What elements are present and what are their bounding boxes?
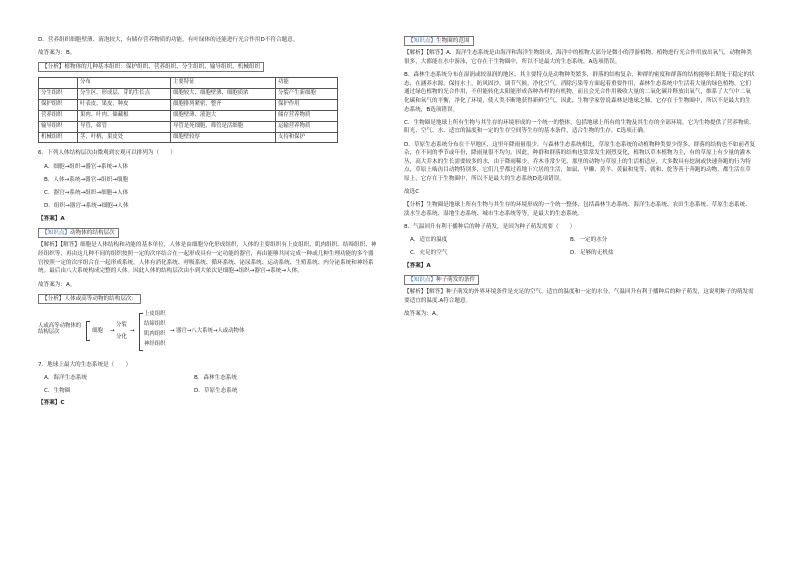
right-column bbox=[404, 36, 756, 323]
diagram-head: 人或高等动物体的结构层次 bbox=[38, 322, 82, 336]
arrow-icon: → bbox=[110, 327, 115, 334]
diagram-tissue-2: 结缔组织 bbox=[144, 320, 166, 327]
table-row bbox=[39, 132, 338, 143]
q5-answer-summary: 故答案为：B。 bbox=[38, 50, 76, 57]
table-row bbox=[39, 110, 338, 121]
table-header-row bbox=[39, 78, 338, 89]
q8-option-d: D．足够的无机盐 bbox=[570, 250, 614, 257]
q8-stem: 8．气温回升有利于播种后的种子萌发，是因为种子萌发需要（ ） bbox=[404, 224, 576, 231]
table-row bbox=[39, 89, 338, 100]
q8-option-c: C．充足的空气 bbox=[410, 250, 448, 257]
q7-explanation-d: D．草原生态系统分布在干旱地区，这里年降雨量很少，与森林生态系统相比，草原生态系统的动植物种类要少得多，群落的结构也不如前者复杂，在不同的季节或年份，降雨量很不均匀，因此，种群和群落的结构也常常发生剧烈变化，植物以草本植物为主，有的草原上有少量的灌木丛，高大乔木的生长需要较多的水，由于降雨稀少，乔木非常少见，那里的动物与草原上的生活相适应，大多数具有挖洞或快速奔跑的行为特点，草原上啮齿目动物特别多，它们几乎都过着地下穴居的生活，如鼠、旱獭、黄羊、黄鼠和兔等，就和、鸵等善于奔跑的动物，都生活在草原上，它存在于生物圈中，所以不是最大的生态系统D选项错误。 bbox=[404, 141, 756, 183]
table-header-cell bbox=[39, 78, 78, 89]
q7-answer-summary: 故选C bbox=[404, 189, 420, 196]
q6-option-c: C．器官→系统→组织→细胞→人体 bbox=[44, 189, 129, 196]
table-cell: 导管是死细胞，筛管是活细胞 bbox=[171, 121, 276, 132]
table-cell: 细胞排列紧密，整齐 bbox=[171, 100, 276, 111]
tissue-brace bbox=[139, 313, 143, 351]
q8-answer-summary: 故答案为：A。 bbox=[404, 310, 442, 317]
q6-answer: 【答案】A bbox=[38, 216, 65, 223]
table-header-cell: 分布 bbox=[78, 78, 171, 89]
analysis-label: 【分析】植物体的几种基本组织：保护组织、营养组织、分生组织、输导组织、机械组织 bbox=[38, 62, 264, 72]
table-cell: 营养组织 bbox=[39, 110, 78, 121]
arrow-icon: → bbox=[130, 327, 135, 334]
diagram-tissue-3: 肌肉组织 bbox=[144, 330, 166, 337]
q7-analysis: 【分析】生物圈是地球上所有生物与其生存的环境形成的一个统一整体，包括森林生态系统、海洋生态系统、农田生态系统、草原生态系统、淡水生态系统、湿地生态系统、城市生态系统等等，是最大的生态系统。 bbox=[404, 202, 751, 218]
table-cell: 叶表皮，果皮，种皮 bbox=[78, 100, 171, 111]
q6-options bbox=[38, 163, 378, 211]
q7-answer: 【答案】C bbox=[38, 400, 65, 407]
q5-option-d-explain: D．营养组织细胞壁薄、液泡较大，有储存营养物质的功能，有叶绿体的还能进行光合作用D不符合题意。 bbox=[38, 37, 299, 43]
q6-option-d: D．组织→器官→系统→细胞→人体 bbox=[44, 203, 129, 210]
q8-answer: 【答案】A bbox=[404, 262, 431, 269]
diagram-cell: 细胞 bbox=[92, 327, 103, 334]
table-cell: 输导组织 bbox=[39, 121, 78, 132]
q6-analysis-label: 【分析】人体或高等动物的结构层次： bbox=[38, 294, 141, 304]
table-cell: 保护作用 bbox=[276, 100, 338, 111]
q8-knowledge-point: 【知识点】种子萌发的条件 bbox=[404, 275, 479, 285]
table-cell: 细胞较大、细胞壁薄、细胞质浓 bbox=[171, 89, 276, 100]
table-cell: 分生区、形成层、芽的生长点 bbox=[78, 89, 171, 100]
table-cell: 储存营养物质 bbox=[276, 110, 338, 121]
table-cell: 分裂产生新细胞 bbox=[276, 89, 338, 100]
q7-stem: 7．地球上最大的生态系统是（ ） bbox=[38, 361, 132, 368]
diagram-differentiation: 分化 bbox=[116, 333, 127, 340]
table-cell: 分生组织 bbox=[39, 89, 78, 100]
table-header-cell: 主要特征 bbox=[171, 78, 276, 89]
q7-knowledge-point: 【知识点】生物圈的范围 bbox=[404, 36, 474, 46]
plant-tissue-table bbox=[38, 77, 338, 143]
table-header-cell: 功能 bbox=[276, 78, 338, 89]
q6-option-b: B．人体→系统→器官→组织→细胞 bbox=[44, 176, 129, 183]
body-structure-diagram bbox=[38, 311, 338, 353]
q7-explanation-b: B．森林生态系统分布在湿润或较湿润的地区，其主要特点是动物种类繁多，群落的结构复杂，种群的密度和群落的结构能够长期处于稳定的状态，在涵养水源，保持水土，防风固沙，调节气候，净化空气，消除污染等方面起着重要作用，森林生态系统中生活着大量的绿色植物，它们通过绿色植物的光合作用，不但能转化太阳能形成各种各样的有机物，而且会光合作用吸收大量的二氧化碳并释放出氧气，维系了大气中二氧化碳和氧气的平衡，净化了环境，使人类不断地获得新鲜空气，因此，生物学家曾说森林是地球之肺，它存在于生物圈中，所以不是最大的生态系统，B选项错误。 bbox=[404, 71, 755, 113]
q7-option-b: B．森林生态系统 bbox=[194, 374, 237, 381]
q6-explanation: 【解析】【解答】细胞是人体结构和功能的基本单位，人体是由细胞分化形成组织，人体的主要组织有上皮组织、肌肉组织、结缔组织、神经组织等，再由这几种不同的组织按照一定的次序结合在一起形成具有一定功能的器官，再由能够共同完成一种或几种生理功能的多个器官按照一定的次序组合在一起形成系统，人体有消化系统、呼吸系统、循环系统、泌尿系统、运动系统、生殖系统、内分泌系统和神经系统。最后由八大系统构成完整的人体。因此人体的结构层次由小到大依次是细胞→组织→器官→系统→人体。 bbox=[38, 242, 377, 275]
table-cell: 机械组织 bbox=[39, 132, 78, 143]
arrow-icon: → bbox=[170, 327, 175, 334]
diagram-tissue-1: 上皮组织 bbox=[144, 310, 166, 317]
table-cell: 细胞壁薄、液泡大 bbox=[171, 110, 276, 121]
q7-option-a: A．海洋生态系统 bbox=[44, 374, 87, 381]
table-row bbox=[39, 121, 338, 132]
diagram-division: 分裂 bbox=[116, 321, 127, 328]
table-cell: 细胞壁较厚 bbox=[171, 132, 276, 143]
q7-option-d: D．草原生态系统 bbox=[194, 387, 238, 394]
q6-knowledge-point: 【知识点】动物体的结构层次 bbox=[38, 228, 119, 238]
table-cell: 果肉、叶肉、储藏根 bbox=[78, 110, 171, 121]
table-row bbox=[39, 100, 338, 111]
q7-explanation-a: 【解析】【解答】A．海洋生态系统是由海洋和海洋生物组成，海洋中的植物大部分是微小的浮游植物，植物进行光合作用放出氧气，动物种类很多，大都能在水中游泳，它存在于生物圈中，所以不是最大的生态系统，A选项错误。 bbox=[404, 50, 752, 65]
table-cell: 保护组织 bbox=[39, 100, 78, 111]
table-cell: 支持和保护 bbox=[276, 132, 338, 143]
q7-explanation-c: C．生物圈是地球上所有生物与其生存的环境形成的一个统一的整体，包括地球上所有的生物及其生存的全部环境，它为生物提供了营养物质、阳光、空气、水、适宜的温度和一定的生存空间等生存的基本条件，适合生物的生存，C选项正确。 bbox=[404, 119, 755, 135]
table-cell: 运输营养物质 bbox=[276, 121, 338, 132]
diagram-tail: 器官→八大系统→人或动物体 bbox=[176, 327, 245, 334]
q6-option-a: A．细胞→组织→器官→系统→人体 bbox=[44, 163, 129, 170]
q6-answer-summary: 故答案为：A。 bbox=[38, 281, 76, 288]
q8-option-a: A．适宜的温度 bbox=[410, 237, 448, 244]
table-cell: 茎，叶柄，果皮处 bbox=[78, 132, 171, 143]
left-column bbox=[38, 36, 378, 412]
diagram-brace bbox=[86, 321, 90, 341]
q6-stem: 6．下列人体结构层次由微观到宏观可以排列为（ ） bbox=[38, 150, 176, 157]
q8-options bbox=[404, 236, 730, 261]
table-cell: 导管，筛管 bbox=[78, 121, 171, 132]
diagram-tissue-4: 神经组织 bbox=[144, 340, 166, 347]
q7-option-c: C．生物圈 bbox=[44, 387, 71, 394]
q7-options bbox=[38, 374, 344, 399]
q8-option-b: B．一定的水分 bbox=[570, 237, 608, 244]
q8-explanation: 【解析】【解答】种子萌发的外界环境条件是充足的空气、适宜的温度和一定的水分，气温回升有利于播种后的种子萌发，这说明种子的萌发需要适宜的温度.A符合题意。 bbox=[404, 289, 754, 304]
